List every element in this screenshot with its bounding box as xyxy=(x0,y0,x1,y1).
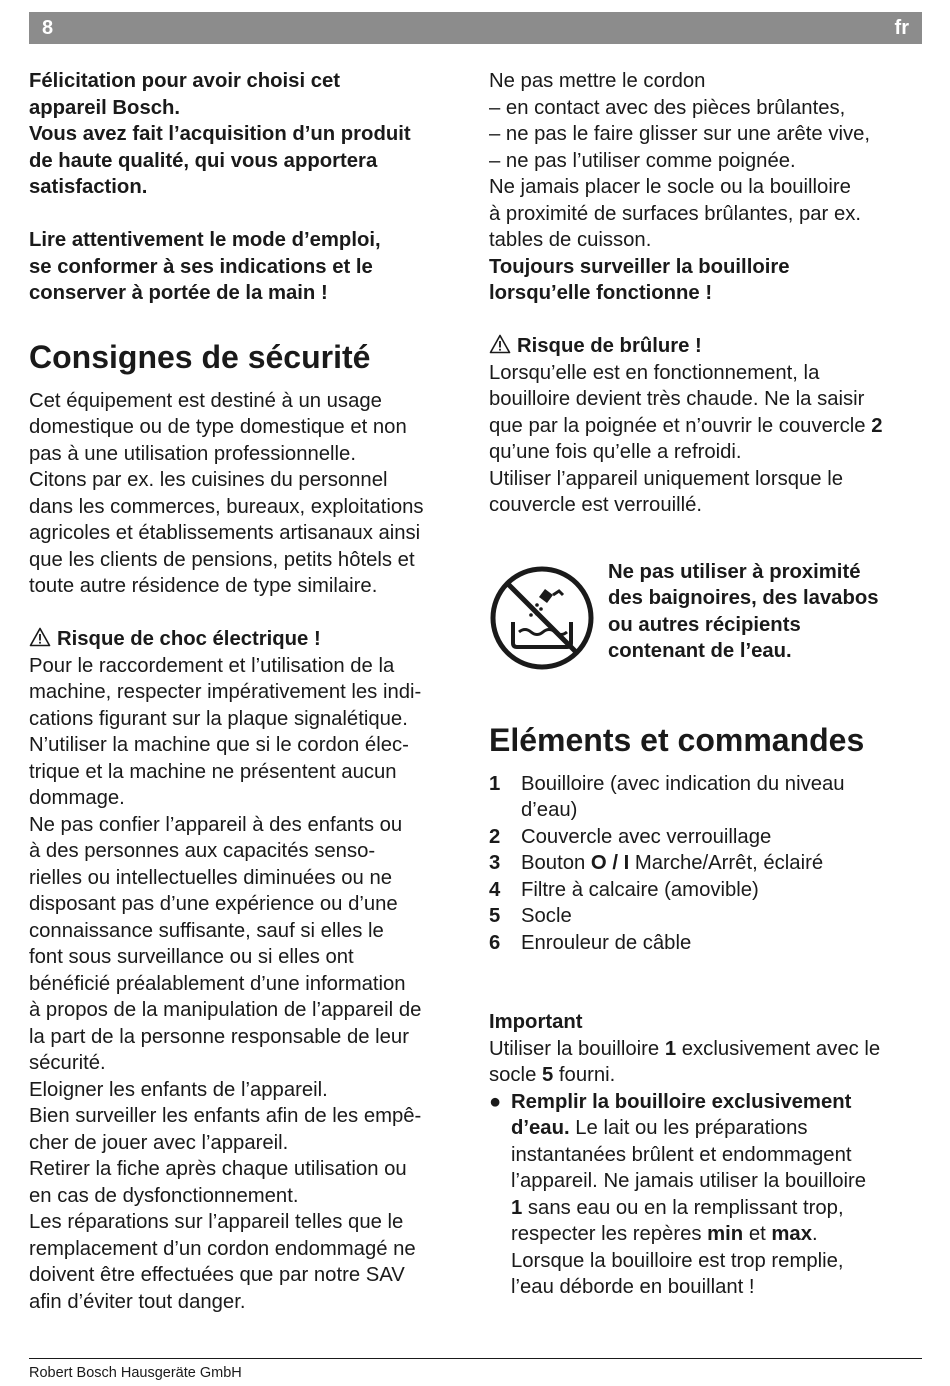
text-line: Retirer la fiche après chaque utilisation ou xyxy=(29,1158,407,1180)
text-span: Le lait ou les préparations xyxy=(569,1117,808,1139)
text-line: sécurité. xyxy=(29,1052,106,1074)
list-item xyxy=(489,771,925,824)
text-line: afin d’éviter tout danger. xyxy=(29,1290,246,1313)
text-line: de haute qualité, qui vous apportera xyxy=(29,149,378,172)
text-line: Bouilloire (avec indication du niveau xyxy=(521,772,845,795)
text-line xyxy=(521,850,925,877)
text-span: socle xyxy=(489,1064,542,1086)
text-line: tables de cuisson. xyxy=(489,229,652,251)
text-line: Bien surveiller les enfants afin de les empê- xyxy=(29,1105,422,1127)
min-mark: min xyxy=(707,1223,744,1245)
list-item xyxy=(489,850,925,877)
text-line: l’eau déborde en bouillant ! xyxy=(511,1276,755,1298)
text-line: trique et la machine ne présentent aucun xyxy=(29,760,397,783)
shock-warning-body xyxy=(29,653,461,1316)
page-number: 8 xyxy=(42,17,54,39)
elements-heading: Eléments et commandes xyxy=(489,721,865,758)
burn-title-text: Risque de brûlure ! xyxy=(517,335,702,357)
item-number: 5 xyxy=(489,905,501,927)
text-line: Lire attentivement le mode d’emploi, xyxy=(29,229,381,251)
text-line: Ne jamais placer le socle ou la bouilloire xyxy=(489,176,851,198)
text-span: exclusivement avec le xyxy=(676,1037,881,1060)
text-line xyxy=(511,1195,925,1222)
text-line: Les réparations sur l’appareil telles que le xyxy=(29,1211,404,1233)
list-item xyxy=(489,930,925,957)
text-line: ou autres récipients xyxy=(608,613,801,636)
text-line: – ne pas le faire glisser sur une arête vive, xyxy=(489,123,871,145)
text-line: en cas de dysfonctionnement. xyxy=(29,1184,299,1207)
text-line: Félicitation pour avoir choisi cet xyxy=(29,70,341,92)
text-line xyxy=(511,1115,925,1142)
text-line: des baignoires, des lavabos xyxy=(608,587,879,609)
text-line: Lorsqu’elle est en fonctionnement, la xyxy=(489,361,820,384)
text-line: couvercle est verrouillé. xyxy=(489,494,703,516)
burn-warning-body xyxy=(489,360,925,519)
text-line: machine, respecter impérativement les indi- xyxy=(29,681,422,703)
text-line: connaissance suffisante, sauf si elles le xyxy=(29,919,384,942)
right-column xyxy=(489,68,925,1301)
usage-paragraph xyxy=(29,388,461,600)
text-line: à proximité de surfaces brûlantes, par ex. xyxy=(489,202,862,225)
text-line: se conformer à ses indications et le xyxy=(29,255,373,278)
lid-ref-number: 2 xyxy=(871,414,883,437)
item-number: 4 xyxy=(489,878,501,901)
text-line: bouilloire devient très chaude. Ne la saisir xyxy=(489,388,865,410)
warning-triangle-icon xyxy=(29,627,51,647)
text-line: satisfaction. xyxy=(29,176,148,198)
text-line: doivent être effectuées que par notre SAV xyxy=(29,1264,405,1286)
text-line: instantanées brûlent et endommagent xyxy=(511,1143,852,1166)
text-line: Toujours surveiller la bouilloire xyxy=(489,255,790,278)
text-span: fourni. xyxy=(553,1064,616,1086)
text-span: que par la poignée et n’ouvrir le couvercle xyxy=(489,414,872,437)
text-line: font sous surveillance ou si elles ont xyxy=(29,946,354,968)
intro-congratulations xyxy=(29,68,461,201)
text-line xyxy=(511,1221,925,1248)
text-line: Citons par ex. les cuisines du personnel xyxy=(29,469,388,491)
text-span: Marche/Arrêt, éclairé xyxy=(629,852,824,874)
text-line: Ne pas confier l’appareil à des enfants ou xyxy=(29,813,403,836)
fill-water-bullet xyxy=(489,1089,925,1301)
text-line: qu’une fois qu’elle a refroidi. xyxy=(489,441,742,463)
text-span: respecter les repères xyxy=(511,1223,708,1245)
text-line: Ne pas mettre le cordon xyxy=(489,70,706,92)
text-line: – ne pas l’utiliser comme poignée. xyxy=(489,149,796,172)
intro-read-manual xyxy=(29,227,461,307)
text-line: Filtre à calcaire (amovible) xyxy=(521,878,759,901)
no-water-proximity-icon xyxy=(489,565,595,671)
text-line: toute autre résidence de type similaire. xyxy=(29,575,378,597)
text-line: agricoles et établissements artisanaux ainsi xyxy=(29,522,421,544)
text-line: cher de jouer avec l’appareil. xyxy=(29,1131,289,1154)
text-line: Ne pas utiliser à proximité xyxy=(608,560,861,583)
text-line: remplacement d’un cordon endommagé ne xyxy=(29,1237,416,1260)
shock-warning-title xyxy=(29,626,461,653)
item-number: 6 xyxy=(489,931,501,954)
shock-title-text: Risque de choc électrique ! xyxy=(57,628,321,650)
text-line: – en contact avec des pièces brûlantes, xyxy=(489,96,846,119)
text-line xyxy=(489,1062,925,1089)
burn-warning-title xyxy=(489,333,925,360)
footer-company: Robert Bosch Hausgeräte GmbH xyxy=(29,1365,242,1381)
language-code: fr xyxy=(894,17,909,39)
text-line: Vous avez fait l’acquisition d’un produit xyxy=(29,123,411,145)
base-ref-number: 5 xyxy=(541,1064,554,1086)
text-span: Utiliser la bouilloire xyxy=(489,1037,665,1060)
text-line: Eloigner les enfants de l’appareil. xyxy=(29,1078,328,1101)
text-line: Cet équipement est destiné à un usage xyxy=(29,389,382,412)
text-line: Socle xyxy=(521,905,572,927)
page-header-bar xyxy=(29,12,922,44)
item-number: 2 xyxy=(489,825,501,848)
text-line: cations figurant sur la plaque signalétique. xyxy=(29,707,408,730)
text-line: domestique ou de type domestique et non xyxy=(29,416,407,438)
elements-list xyxy=(489,771,925,957)
text-line: dans les commerces, bureaux, exploitations xyxy=(29,495,424,518)
water-notice-text xyxy=(608,559,928,665)
text-line: N’utiliser la machine que si le cordon élec- xyxy=(29,734,409,756)
item-number: 3 xyxy=(489,852,501,874)
cord-paragraph xyxy=(489,68,925,254)
text-line: Utiliser l’appareil uniquement lorsque le xyxy=(489,467,843,490)
text-line: à des personnes aux capacités senso- xyxy=(29,840,376,862)
on-off-symbol: O / I xyxy=(590,852,630,874)
text-line: la part de la personne responsable de leur xyxy=(29,1025,409,1048)
text-line xyxy=(489,1036,925,1063)
text-span: et xyxy=(743,1223,772,1245)
max-mark: max xyxy=(771,1223,812,1245)
text-line: contenant de l’eau. xyxy=(608,640,792,662)
text-line: Couvercle avec verrouillage xyxy=(521,825,772,848)
footer-divider xyxy=(29,1358,922,1359)
kettle-ref-number: 1 xyxy=(511,1196,523,1219)
text-span: d’eau. xyxy=(511,1117,570,1139)
list-item xyxy=(489,903,925,930)
text-line: l’appareil. Ne jamais utiliser la bouilloire xyxy=(511,1170,867,1192)
text-line: d’eau) xyxy=(521,799,578,821)
water-proximity-notice xyxy=(489,559,925,684)
text-line: appareil Bosch. xyxy=(29,96,181,119)
text-line: rielles ou intellectuelles diminuées ou ne xyxy=(29,866,393,889)
item-number: 1 xyxy=(489,772,501,795)
text-line: conserver à portée de la main ! xyxy=(29,282,328,304)
text-line: Lorsque la bouilloire est trop remplie, xyxy=(511,1249,844,1272)
text-span: Bouton xyxy=(521,852,591,874)
safety-heading: Consignes de sécurité xyxy=(29,338,371,375)
list-item xyxy=(489,824,925,851)
text-line: Remplir la bouilloire exclusivement xyxy=(511,1090,852,1113)
text-line: à propos de la manipulation de l’appareil de xyxy=(29,999,422,1021)
text-line: que les clients de pensions, petits hôtels et xyxy=(29,548,415,571)
important-title: Important xyxy=(489,1011,583,1033)
text-line: pas à une utilisation professionnelle. xyxy=(29,442,356,465)
text-line: disposant pas d’une expérience ou d’une xyxy=(29,893,398,915)
supervise-note xyxy=(489,254,925,307)
left-column xyxy=(29,68,461,1315)
text-span: . xyxy=(811,1223,818,1245)
text-line xyxy=(489,413,925,440)
text-line: dommage. xyxy=(29,787,125,809)
text-line: Enrouleur de câble xyxy=(521,931,692,954)
list-item xyxy=(489,877,925,904)
text-line: bénéficié préalablement d’une information xyxy=(29,972,406,995)
text-line: Pour le raccordement et l’utilisation de la xyxy=(29,654,395,677)
text-span: sans eau ou en la remplissant trop, xyxy=(522,1196,844,1219)
bullet-icon: ● xyxy=(489,1090,502,1113)
kettle-ref-number: 1 xyxy=(664,1037,677,1060)
text-line: lorsqu’elle fonctionne ! xyxy=(489,282,713,304)
warning-triangle-icon xyxy=(489,334,511,354)
